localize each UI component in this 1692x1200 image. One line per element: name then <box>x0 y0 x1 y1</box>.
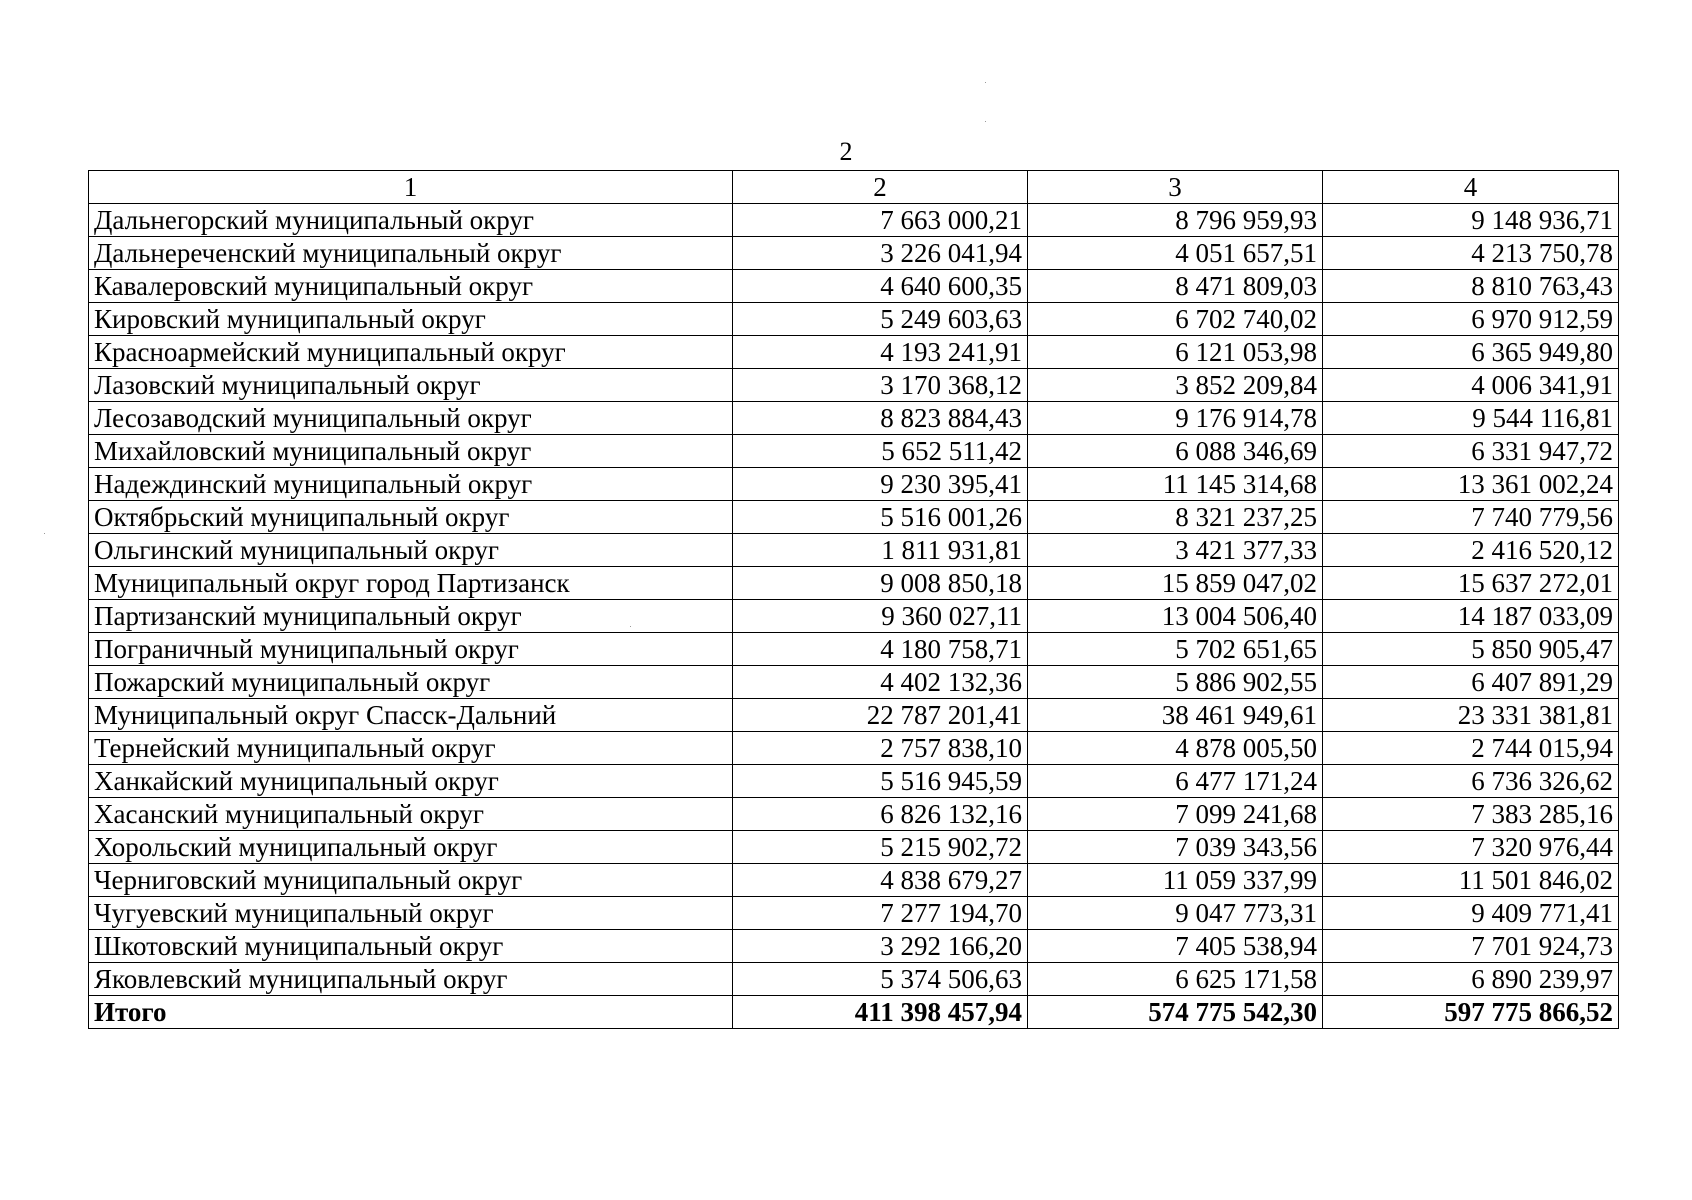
district-name-cell: Ханкайский муниципальный округ <box>89 765 733 798</box>
table-row <box>89 435 1619 468</box>
amount-cell-col-3: 4 878 005,50 <box>1028 732 1323 765</box>
table-row <box>89 468 1619 501</box>
district-name-cell: Муниципальный округ город Партизанск <box>89 567 733 600</box>
scan-speck <box>630 626 631 627</box>
table-row <box>89 897 1619 930</box>
table-row <box>89 732 1619 765</box>
amount-cell-col-3: 6 477 171,24 <box>1028 765 1323 798</box>
amount-cell-col-4: 7 320 976,44 <box>1323 831 1619 864</box>
table-row <box>89 864 1619 897</box>
table-row <box>89 831 1619 864</box>
amount-cell-col-4: 23 331 381,81 <box>1323 699 1619 732</box>
district-name-cell: Дальнереченский муниципальный округ <box>89 237 733 270</box>
district-name-cell: Надеждинский муниципальный округ <box>89 468 733 501</box>
amount-cell-col-2: 5 652 511,42 <box>733 435 1028 468</box>
amount-cell-col-3: 7 405 538,94 <box>1028 930 1323 963</box>
amount-cell-col-4: 8 810 763,43 <box>1323 270 1619 303</box>
district-name-cell: Муниципальный округ Спасск-Дальний <box>89 699 733 732</box>
scan-speck <box>985 121 986 122</box>
column-number-1: 1 <box>89 171 733 204</box>
amount-cell-col-3: 11 145 314,68 <box>1028 468 1323 501</box>
scan-speck <box>985 82 986 83</box>
amount-cell-col-4: 2 416 520,12 <box>1323 534 1619 567</box>
amount-cell-col-4: 5 850 905,47 <box>1323 633 1619 666</box>
table-row <box>89 270 1619 303</box>
amount-cell-col-2: 5 516 945,59 <box>733 765 1028 798</box>
district-name-cell: Октябрьский муниципальный округ <box>89 501 733 534</box>
amount-cell-col-2: 5 374 506,63 <box>733 963 1028 996</box>
amount-cell-col-2: 5 215 902,72 <box>733 831 1028 864</box>
district-name-cell: Партизанский муниципальный округ <box>89 600 733 633</box>
amount-cell-col-4: 15 637 272,01 <box>1323 567 1619 600</box>
amount-cell-col-2: 5 516 001,26 <box>733 501 1028 534</box>
amount-cell-col-3: 8 471 809,03 <box>1028 270 1323 303</box>
district-name-cell: Яковлевский муниципальный округ <box>89 963 733 996</box>
amount-cell-col-2: 9 008 850,18 <box>733 567 1028 600</box>
table-row <box>89 666 1619 699</box>
district-name-cell: Дальнегорский муниципальный округ <box>89 204 733 237</box>
table-row <box>89 765 1619 798</box>
amount-cell-col-4: 6 365 949,80 <box>1323 336 1619 369</box>
amount-cell-col-2: 2 757 838,10 <box>733 732 1028 765</box>
amount-cell-col-3: 5 886 902,55 <box>1028 666 1323 699</box>
amount-cell-col-4: 6 331 947,72 <box>1323 435 1619 468</box>
table-row <box>89 798 1619 831</box>
amount-cell-col-3: 3 852 209,84 <box>1028 369 1323 402</box>
amount-cell-col-2: 7 277 194,70 <box>733 897 1028 930</box>
table-row <box>89 402 1619 435</box>
district-name-cell: Хорольский муниципальный округ <box>89 831 733 864</box>
amount-cell-col-2: 1 811 931,81 <box>733 534 1028 567</box>
amount-cell-col-3: 9 047 773,31 <box>1028 897 1323 930</box>
district-name-cell: Кировский муниципальный округ <box>89 303 733 336</box>
district-name-cell: Кавалеровский муниципальный округ <box>89 270 733 303</box>
district-name-cell: Хасанский муниципальный округ <box>89 798 733 831</box>
amount-cell-col-2: 22 787 201,41 <box>733 699 1028 732</box>
amount-cell-col-4: 9 148 936,71 <box>1323 204 1619 237</box>
amount-cell-col-3: 3 421 377,33 <box>1028 534 1323 567</box>
total-value-col-2: 411 398 457,94 <box>733 996 1028 1029</box>
amount-cell-col-2: 4 402 132,36 <box>733 666 1028 699</box>
amount-cell-col-3: 8 321 237,25 <box>1028 501 1323 534</box>
amount-cell-col-2: 3 226 041,94 <box>733 237 1028 270</box>
amount-cell-col-3: 13 004 506,40 <box>1028 600 1323 633</box>
amount-cell-col-4: 6 407 891,29 <box>1323 666 1619 699</box>
amount-cell-col-2: 9 230 395,41 <box>733 468 1028 501</box>
table-row <box>89 369 1619 402</box>
amount-cell-col-4: 11 501 846,02 <box>1323 864 1619 897</box>
amount-cell-col-4: 14 187 033,09 <box>1323 600 1619 633</box>
amount-cell-col-2: 9 360 027,11 <box>733 600 1028 633</box>
amount-cell-col-4: 2 744 015,94 <box>1323 732 1619 765</box>
table-row <box>89 930 1619 963</box>
total-row <box>89 996 1619 1029</box>
amount-cell-col-2: 3 170 368,12 <box>733 369 1028 402</box>
table-row <box>89 699 1619 732</box>
amount-cell-col-4: 7 740 779,56 <box>1323 501 1619 534</box>
district-name-cell: Тернейский муниципальный округ <box>89 732 733 765</box>
total-value-col-4: 597 775 866,52 <box>1323 996 1619 1029</box>
district-name-cell: Михайловский муниципальный округ <box>89 435 733 468</box>
amount-cell-col-3: 15 859 047,02 <box>1028 567 1323 600</box>
table-row <box>89 303 1619 336</box>
amount-cell-col-4: 9 544 116,81 <box>1323 402 1619 435</box>
amount-cell-col-3: 5 702 651,65 <box>1028 633 1323 666</box>
amount-cell-col-3: 6 121 053,98 <box>1028 336 1323 369</box>
district-name-cell: Красноармейский муниципальный округ <box>89 336 733 369</box>
amount-cell-col-3: 11 059 337,99 <box>1028 864 1323 897</box>
district-name-cell: Ольгинский муниципальный округ <box>89 534 733 567</box>
total-value-col-3: 574 775 542,30 <box>1028 996 1323 1029</box>
amount-cell-col-2: 5 249 603,63 <box>733 303 1028 336</box>
amount-cell-col-3: 8 796 959,93 <box>1028 204 1323 237</box>
page-number: 2 <box>839 137 853 166</box>
table-row <box>89 501 1619 534</box>
amount-cell-col-3: 7 099 241,68 <box>1028 798 1323 831</box>
amount-cell-col-2: 4 838 679,27 <box>733 864 1028 897</box>
amount-cell-col-4: 9 409 771,41 <box>1323 897 1619 930</box>
amount-cell-col-4: 7 701 924,73 <box>1323 930 1619 963</box>
budget-table <box>88 170 1619 1029</box>
amount-cell-col-2: 4 193 241,91 <box>733 336 1028 369</box>
district-name-cell: Лесозаводский муниципальный округ <box>89 402 733 435</box>
amount-cell-col-4: 6 890 239,97 <box>1323 963 1619 996</box>
district-name-cell: Пожарский муниципальный округ <box>89 666 733 699</box>
table-row <box>89 633 1619 666</box>
amount-cell-col-4: 6 736 326,62 <box>1323 765 1619 798</box>
column-number-3: 3 <box>1028 171 1323 204</box>
amount-cell-col-3: 6 625 171,58 <box>1028 963 1323 996</box>
table-row <box>89 204 1619 237</box>
table-body <box>89 204 1619 996</box>
amount-cell-col-4: 4 213 750,78 <box>1323 237 1619 270</box>
amount-cell-col-4: 4 006 341,91 <box>1323 369 1619 402</box>
amount-cell-col-3: 6 702 740,02 <box>1028 303 1323 336</box>
amount-cell-col-2: 6 826 132,16 <box>733 798 1028 831</box>
amount-cell-col-3: 9 176 914,78 <box>1028 402 1323 435</box>
amount-cell-col-2: 3 292 166,20 <box>733 930 1028 963</box>
column-number-2: 2 <box>733 171 1028 204</box>
amount-cell-col-4: 6 970 912,59 <box>1323 303 1619 336</box>
district-name-cell: Чугуевский муниципальный округ <box>89 897 733 930</box>
table-row <box>89 534 1619 567</box>
amount-cell-col-4: 13 361 002,24 <box>1323 468 1619 501</box>
district-name-cell: Черниговский муниципальный округ <box>89 864 733 897</box>
amount-cell-col-2: 8 823 884,43 <box>733 402 1028 435</box>
district-name-cell: Лазовский муниципальный округ <box>89 369 733 402</box>
district-name-cell: Пограничный муниципальный округ <box>89 633 733 666</box>
amount-cell-col-4: 7 383 285,16 <box>1323 798 1619 831</box>
district-name-cell: Шкотовский муниципальный округ <box>89 930 733 963</box>
table-row <box>89 567 1619 600</box>
total-label: Итого <box>89 996 733 1029</box>
amount-cell-col-3: 6 088 346,69 <box>1028 435 1323 468</box>
table-row <box>89 963 1619 996</box>
scan-speck <box>44 533 45 534</box>
amount-cell-col-2: 4 180 758,71 <box>733 633 1028 666</box>
amount-cell-col-3: 7 039 343,56 <box>1028 831 1323 864</box>
column-number-4: 4 <box>1323 171 1619 204</box>
table-row <box>89 600 1619 633</box>
amount-cell-col-2: 4 640 600,35 <box>733 270 1028 303</box>
amount-cell-col-2: 7 663 000,21 <box>733 204 1028 237</box>
table-row <box>89 336 1619 369</box>
amount-cell-col-3: 38 461 949,61 <box>1028 699 1323 732</box>
table-row <box>89 237 1619 270</box>
amount-cell-col-3: 4 051 657,51 <box>1028 237 1323 270</box>
column-number-row <box>89 171 1619 204</box>
